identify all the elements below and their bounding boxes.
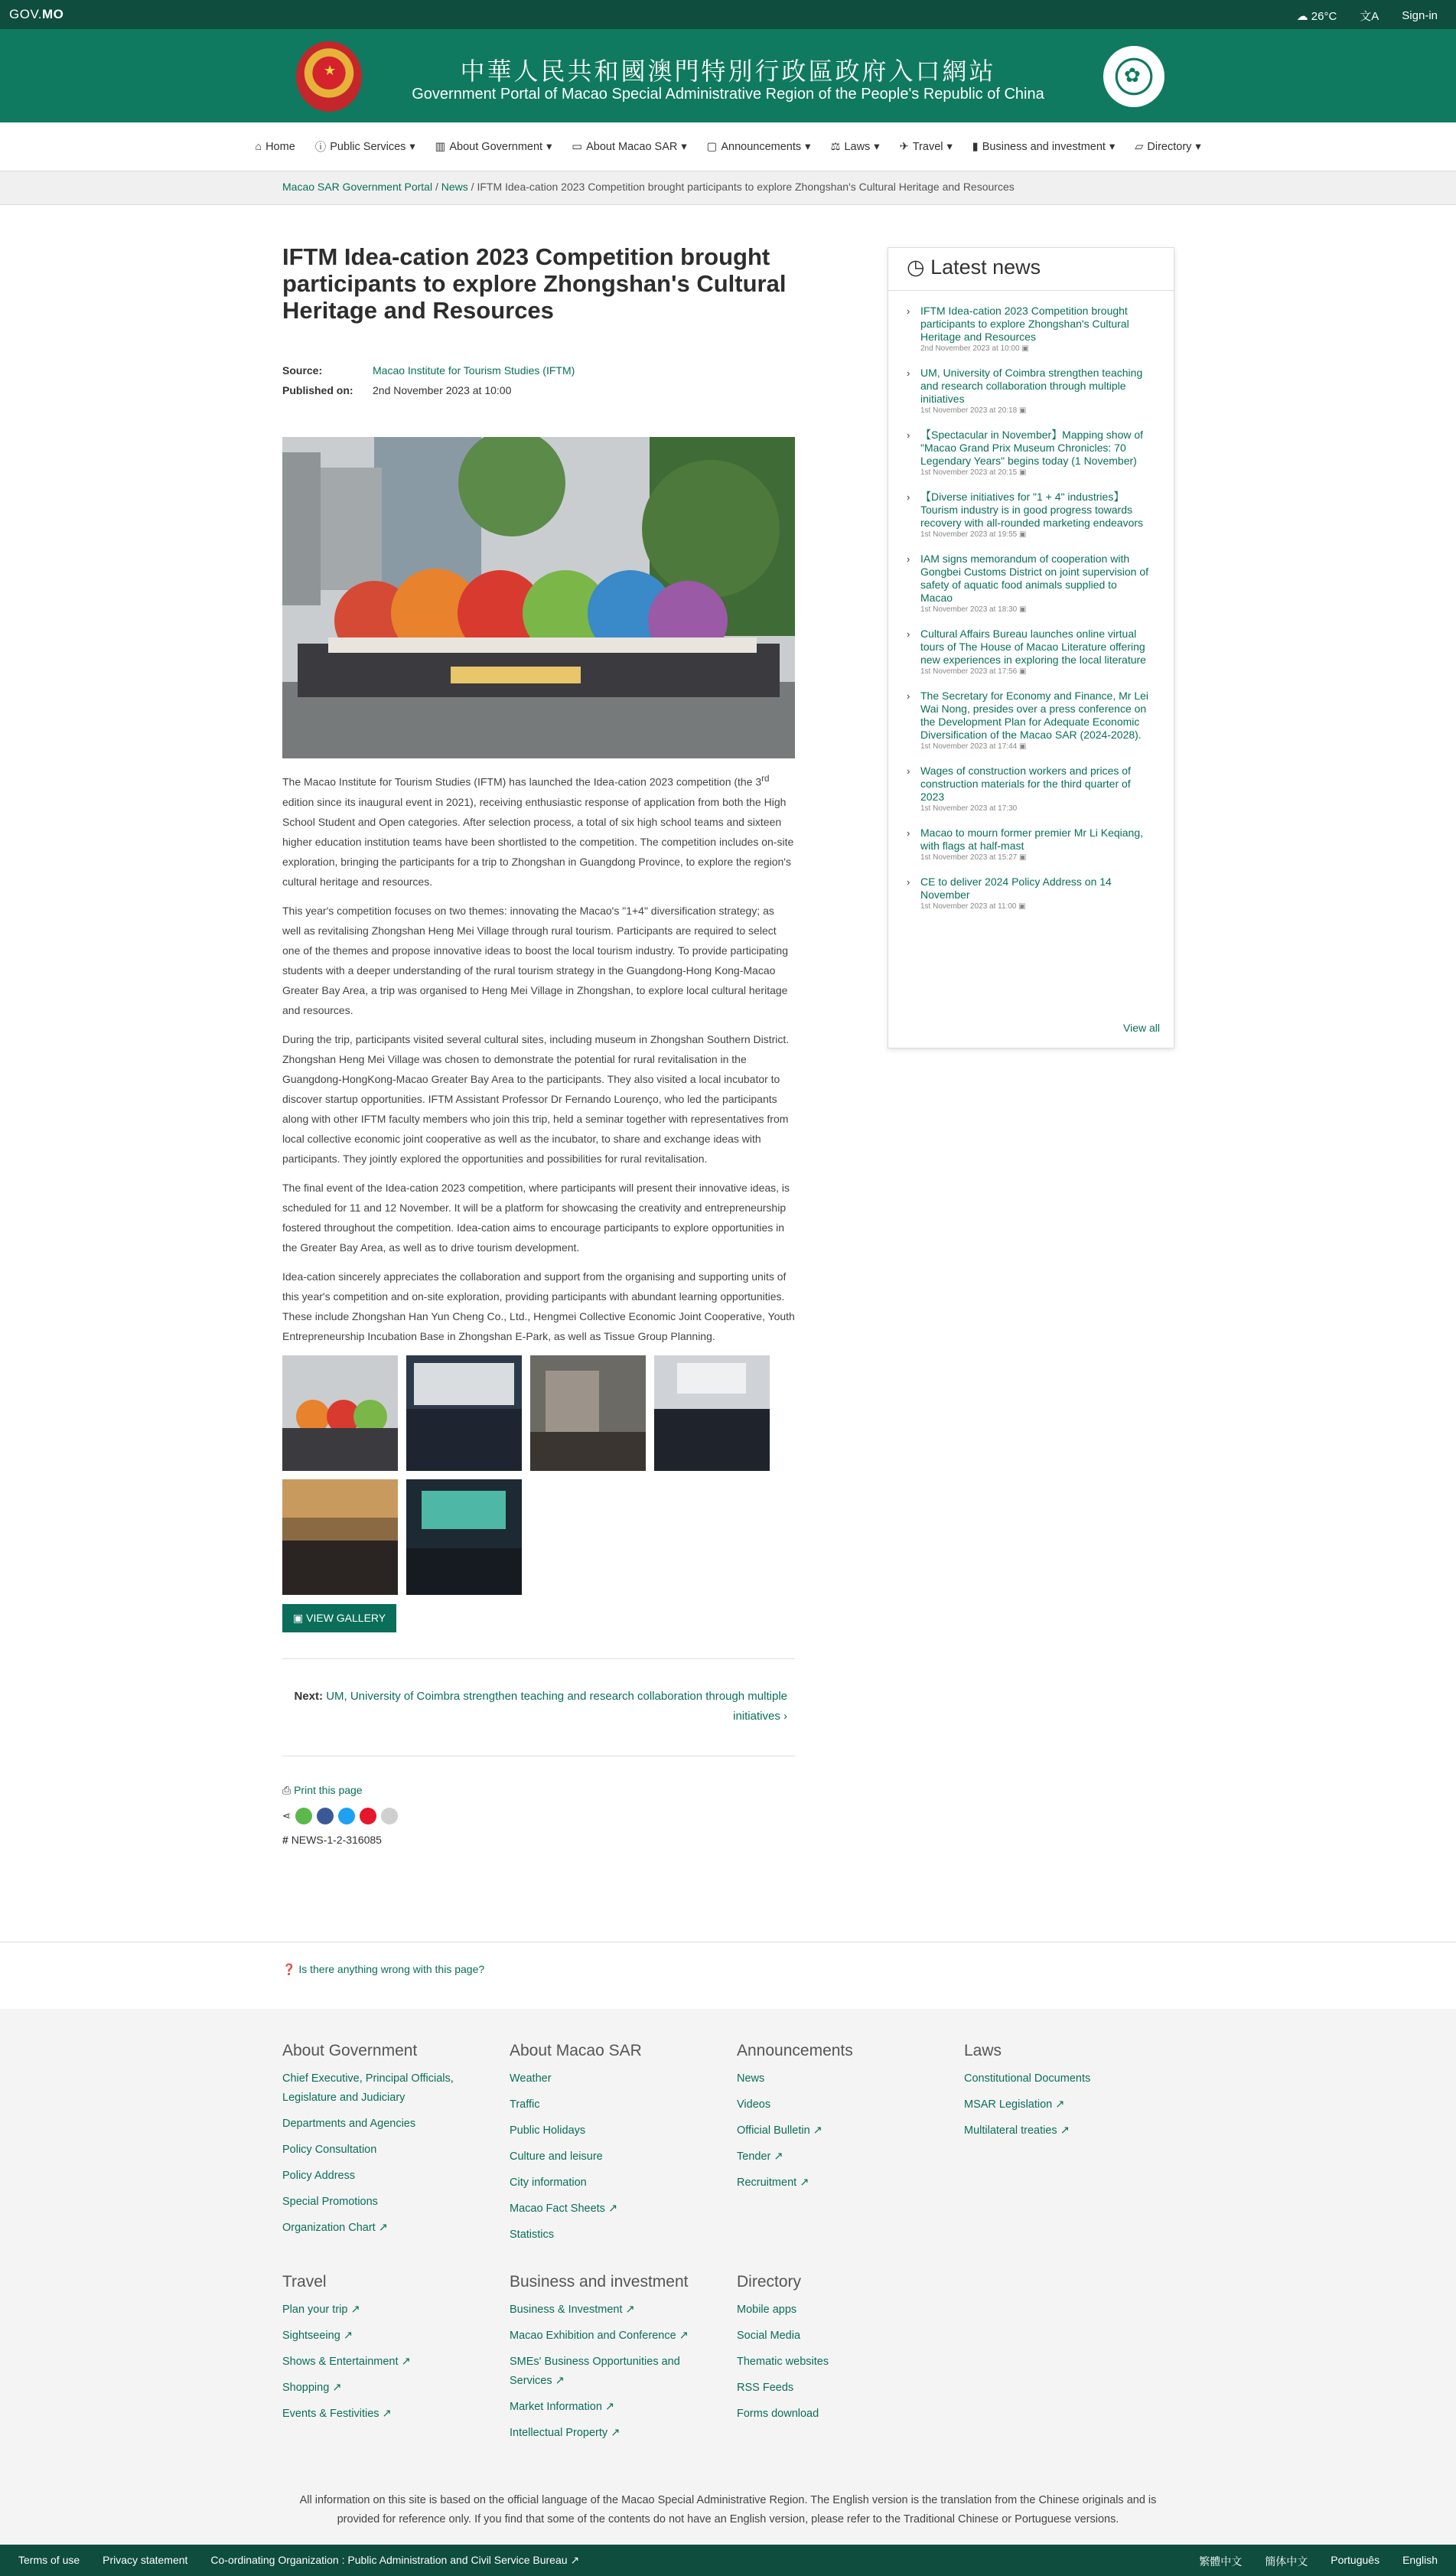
external-link-icon: ↗ xyxy=(625,2304,635,2316)
external-link-icon: ↗ xyxy=(611,2427,621,2439)
caret-down-icon: ▾ xyxy=(946,140,953,153)
footer-link[interactable]: News xyxy=(737,2072,765,2085)
info-icon: ⓘ xyxy=(314,142,327,154)
signin-link[interactable]: Sign-in xyxy=(1402,9,1438,22)
link-icon[interactable] xyxy=(381,1808,398,1824)
image-icon: ▣ xyxy=(1018,667,1027,676)
caret-down-icon: ▾ xyxy=(1195,140,1201,153)
page-code: # NEWS-1-2-316085 xyxy=(282,1833,382,1846)
breadcrumb-home[interactable]: Macao SAR Government Portal xyxy=(282,181,433,193)
coordinating-org-link[interactable]: Co-ordinating Organization : Public Administration and Civil Service Bureau ↗ xyxy=(210,2554,580,2566)
footer-link[interactable]: Sightseeing ↗ xyxy=(282,2330,353,2342)
chevron-right-icon: › xyxy=(783,1709,787,1723)
view-all-link[interactable]: View all xyxy=(1123,1022,1160,1034)
image-icon: ▣ xyxy=(1018,530,1027,539)
external-link-icon: ↗ xyxy=(378,2222,388,2234)
image-icon: ▣ xyxy=(1018,605,1027,614)
chevron-right-icon: › xyxy=(907,491,910,503)
main-nav xyxy=(0,122,1456,171)
footer-link[interactable]: Videos xyxy=(737,2098,771,2111)
nav-about-government[interactable]: ▥ About Government ▾ xyxy=(435,140,552,153)
article-main xyxy=(282,230,795,1846)
facebook-icon[interactable] xyxy=(317,1808,334,1824)
nav-about-macao[interactable]: ▭ About Macao SAR ▾ xyxy=(572,140,687,153)
latest-news-list xyxy=(888,305,1174,911)
list-item[interactable]: › UM, University of Coimbra strengthen teaching and research collaboration through multiple initiatives 1st November 2023 at 20:18 ▣ xyxy=(907,367,1143,415)
footer-link[interactable]: Forms download xyxy=(737,2408,819,2420)
top-bar xyxy=(0,0,1456,29)
published-date: 2nd November 2023 at 10:00 xyxy=(373,384,512,396)
nav-announcements[interactable]: ▢ Announcements ▾ xyxy=(706,140,811,153)
caret-down-icon: ▾ xyxy=(409,140,415,153)
footer-link[interactable]: SMEs' Business Opportunities and Services ↗ xyxy=(510,2356,680,2387)
footer-link[interactable]: Social Media xyxy=(737,2330,801,2342)
national-emblem-icon: ★ xyxy=(296,41,362,112)
page-title: IFTM Idea-cation 2023 Competition brought participants to explore Zhongshan's Cultural Heritage and Resources xyxy=(282,243,787,324)
privacy-link[interactable]: Privacy statement xyxy=(103,2554,188,2566)
external-link-icon: ↗ xyxy=(332,2382,342,2394)
gallery-thumb[interactable] xyxy=(654,1355,770,1471)
external-link-icon: ↗ xyxy=(570,2554,580,2566)
chevron-right-icon: › xyxy=(907,305,910,317)
site-banner xyxy=(0,29,1456,122)
external-link-icon: ↗ xyxy=(774,2150,783,2163)
book-icon: ▭ xyxy=(572,140,583,153)
footer-link[interactable]: Statistics xyxy=(510,2229,555,2241)
article-paragraph: During the trip, participants visited several cultural sites, including museum in Zhongshan Southern District. Zhongshan Heng Mei Village was chosen to demonstrate the potential for rural revitalisation in the Guangdong-HongKong-Macao Greater Bay Area to the participants. They also visited a local incubator to discover startup opportunities. IFTM Assistant Professor Dr Fernando Lourenço, who led the participants along with other IFTM faculty members who join this trip, held a seminar together with representatives from local collective economic joint cooperative as well as the incubator, to share and exchange ideas with participants. They jointly explored the opportunities and possibilities for rural revitalisation. xyxy=(282,1032,790,1165)
footer-link[interactable]: Constitutional Documents xyxy=(964,2072,1091,2085)
article-paragraph: The final event of the Idea-cation 2023 competition, where participants will present their innovative ideas, is scheduled for 11 and 12 November. It will be a platform for showcasing the creativity and entrepreneurship fostered throughout the competition. Idea-cation aims to encourage participants to explore opportunities in the Greater Bay Area, as well as to drive tourism development. xyxy=(282,1181,790,1254)
comment-icon: ▢ xyxy=(706,140,718,153)
footer-link[interactable]: Shopping ↗ xyxy=(282,2382,342,2394)
external-link-icon: ↗ xyxy=(679,2330,689,2342)
footer-link[interactable]: RSS Feeds xyxy=(737,2382,794,2394)
nav-directory[interactable]: ▱ Directory ▾ xyxy=(1135,140,1201,153)
list-item[interactable]: › 【Spectacular in November】Mapping show of "Macao Grand Prix Museum Chronicles: 70 Legendary Years" begins today (1 November) 1st November 2023 at 20:15 ▣ xyxy=(907,429,1144,477)
gallery-thumb[interactable] xyxy=(530,1355,646,1471)
footer-link[interactable]: Organization Chart ↗ xyxy=(282,2222,388,2234)
gallery-thumb[interactable] xyxy=(282,1479,398,1595)
bottom-bar xyxy=(0,2545,1456,2576)
gallery-thumb[interactable] xyxy=(282,1355,398,1471)
footer-link[interactable]: Shows & Entertainment ↗ xyxy=(282,2356,411,2368)
source-link[interactable]: Macao Institute for Tourism Studies (IFTM) xyxy=(373,364,575,377)
footer-link[interactable]: Multilateral treaties ↗ xyxy=(964,2124,1070,2137)
breadcrumb-current: IFTM Idea-cation 2023 Competition brought participants to explore Zhongshan's Cultural Heritage and Resources xyxy=(477,181,1015,193)
external-link-icon: ↗ xyxy=(401,2356,411,2368)
footer-link[interactable]: Culture and leisure xyxy=(510,2150,603,2163)
footer-link[interactable]: Chief Executive, Principal Officials, Legislature and Judiciary xyxy=(282,2072,454,2104)
caret-down-icon: ▾ xyxy=(805,140,811,153)
footer-col-about-government: About Government Chief Executive, Principal Officials, Legislature and Judiciary Departments and Agencies Policy Consultation Policy Address Special Promotions Organization Chart ↗ xyxy=(282,2042,481,2245)
source-label: Source: xyxy=(282,364,323,377)
article-paragraph: Idea-cation sincerely appreciates the collaboration and support from the organising and supporting units of this year's competition and on-site exploration, providing participants with abundant learning opportunities. These include Zhongshan Han Yun Cheng Co., Ltd., Hengmei Collective Economic Joint Cooperative, Youth Entrepreneurship Incubation Base in Zhongshan E-Park, as well as Tissue Group Planning. xyxy=(282,1270,795,1342)
next-article xyxy=(282,1687,795,1727)
list-item[interactable]: › The Secretary for Economy and Finance, Mr Lei Wai Nong, presides over a press conference on the Development Plan for Adequate Economic Diversification of the Macao SAR (2024-2028). 1st November 2023 at 17:44 ▣ xyxy=(907,690,1149,751)
briefcase-icon: ▮ xyxy=(972,140,979,153)
caret-down-icon: ▾ xyxy=(546,140,552,153)
image-icon: ▣ xyxy=(1021,344,1029,353)
clock-icon: ◷ xyxy=(907,256,925,279)
nav-public-services[interactable]: ⓘ Public Services ▾ xyxy=(315,139,415,155)
footer-link[interactable]: Public Holidays xyxy=(510,2124,586,2137)
list-item[interactable]: › CE to deliver 2024 Policy Address on 14 November 1st November 2023 at 11:00 ▣ xyxy=(907,876,1112,911)
footer-link[interactable]: Mobile apps xyxy=(737,2304,797,2316)
share-icon: ⋖ xyxy=(282,1809,291,1821)
nav-home[interactable]: ⌂ Home xyxy=(255,140,295,153)
lang-pt[interactable]: Português xyxy=(1331,2554,1380,2566)
share-bar xyxy=(282,1808,795,1824)
footer-link[interactable]: Weather xyxy=(510,2072,552,2085)
image-icon: ▣ xyxy=(1018,468,1027,477)
list-item[interactable]: › IFTM Idea-cation 2023 Competition brought participants to explore Zhongshan's Cultural Heritage and Resources 2nd November 2023 at 10:00 ▣ xyxy=(907,305,1129,353)
footer-col-directory: Directory Mobile apps Social Media Thematic websites RSS Feeds Forms download xyxy=(737,2273,936,2431)
external-link-icon: ↗ xyxy=(800,2177,809,2189)
group-photo-image xyxy=(282,437,795,758)
list-item[interactable]: › Wages of construction workers and prices of construction materials for the third quarter of 2023 1st November 2023 at 17:30 xyxy=(907,765,1131,813)
article-meta xyxy=(282,360,795,400)
lang-en[interactable]: English xyxy=(1402,2554,1438,2566)
chevron-right-icon: › xyxy=(907,553,910,565)
list-item[interactable]: › Macao to mourn former premier Mr Li Keqiang, with flags at half-mast 1st November 2023 at 15:27 ▣ xyxy=(907,827,1143,862)
image-icon: ▣ xyxy=(1018,853,1027,862)
breadcrumb-news[interactable]: News xyxy=(441,181,468,193)
footer-link[interactable]: Market Information ↗ xyxy=(510,2401,615,2413)
footer-link[interactable]: Intellectual Property ↗ xyxy=(510,2427,621,2439)
external-link-icon: ↗ xyxy=(1060,2124,1070,2137)
feedback-link[interactable]: Is there anything wrong with this page? xyxy=(298,1963,485,1975)
footer-link[interactable]: Departments and Agencies xyxy=(282,2118,416,2130)
footer-col-business: Business and investment Business & Investment ↗ Macao Exhibition and Conference ↗ SMEs' Business Opportunities and Services ↗ Market Information ↗ Intellectual Property ↗ xyxy=(510,2273,708,2450)
gov-mo-logo[interactable]: GOV.MO xyxy=(9,7,64,21)
breadcrumb: Macao SAR Government Portal / News / IFTM Idea-cation 2023 Competition brought participants to explore Zhongshan's Cultural Heritage and Resources xyxy=(0,171,1456,205)
gallery-thumb[interactable] xyxy=(406,1479,522,1595)
image-icon: ▣ xyxy=(1018,406,1027,415)
external-link-icon: ↗ xyxy=(350,2304,360,2316)
footer-link[interactable]: Traffic xyxy=(510,2098,540,2111)
chevron-right-icon: › xyxy=(907,765,910,777)
external-link-icon: ↗ xyxy=(382,2408,392,2420)
question-icon: ❓ xyxy=(282,1963,296,1975)
language-disclaimer: All information on this site is based on the official language of the Macao Special Administrative Region. The English version is the translation from the Chinese originals and is provided for reference only. If you find that some of the contents do not have an English version, please refer to the Traditional Chinese or Portuguese versions. xyxy=(299,2494,1157,2525)
external-link-icon: ↗ xyxy=(1055,2098,1065,2111)
wechat-icon[interactable] xyxy=(295,1808,312,1824)
terms-link[interactable]: Terms of use xyxy=(18,2554,80,2566)
image-icon: ▣ xyxy=(1018,902,1026,911)
footer-col-announcements: Announcements News Videos Official Bulletin ↗ Tender ↗ Recruitment ↗ xyxy=(737,2042,936,2199)
twitter-icon[interactable] xyxy=(338,1808,355,1824)
footer-link[interactable]: Official Bulletin ↗ xyxy=(737,2124,822,2137)
footer-col-about-macao: About Macao SAR Weather Traffic Public Holidays Culture and leisure City information Macao Fact Sheets ↗ Statistics xyxy=(510,2042,708,2252)
latest-news-title: Latest news xyxy=(930,256,1041,279)
article-paragraph: This year's competition focuses on two themes: innovating the Macao's "1+4" diversification strategy; as well as revitalising Zhongshan Heng Mei Village through rural tourism. Participants are required to select one of the themes and propose innovative ideas to boost the local tourism industry. To provide participating students with a deeper understanding of the rural tourism strategy in the Guangdong-Hong Kong-Macao Greater Bay Area, a trip was organised to Heng Mei Village in Zhongshan, to explore local cultural heritage and resources. xyxy=(282,904,788,1016)
list-item[interactable]: › IAM signs memorandum of cooperation with Gongbei Customs District on joint supervision of safety of aquatic food animals supplied to Macao 1st November 2023 at 18:30 ▣ xyxy=(907,553,1149,614)
footer-link[interactable]: Special Promotions xyxy=(282,2196,378,2208)
view-gallery-button[interactable]: ▣ VIEW GALLERY xyxy=(282,1604,396,1632)
image-icon: ▣ xyxy=(1018,742,1027,751)
chevron-right-icon: › xyxy=(907,367,910,379)
footer-link[interactable]: Policy Consultation xyxy=(282,2144,377,2156)
footer-link[interactable]: City information xyxy=(510,2177,587,2189)
chevron-right-icon: › xyxy=(907,690,910,702)
photo-gallery xyxy=(282,1355,795,1595)
translate-icon[interactable]: 文A xyxy=(1360,10,1379,23)
building-icon: ▥ xyxy=(435,140,446,153)
lang-zh-hans[interactable]: 簡体中文 xyxy=(1265,2555,1308,2568)
hero-photo[interactable] xyxy=(282,437,795,758)
article-body xyxy=(282,769,795,1346)
nav-travel[interactable]: ✈ Travel ▾ xyxy=(899,140,953,153)
footer-link[interactable]: Macao Fact Sheets ↗ xyxy=(510,2203,618,2215)
print-link[interactable]: Print this page xyxy=(294,1783,363,1796)
lang-zh-hant[interactable]: 繁體中文 xyxy=(1199,2555,1243,2568)
cloud-icon: ☁ xyxy=(1296,9,1308,23)
external-link-icon: ↗ xyxy=(604,2401,615,2413)
external-link-icon: ↗ xyxy=(813,2124,822,2137)
weather-indicator[interactable]: ☁ 26°C xyxy=(1296,9,1337,23)
portal-title-en: Government Portal of Macao Special Administrative Region of the People's Republic of China xyxy=(412,86,1044,103)
hash-icon: # xyxy=(282,1833,288,1846)
footer-col-travel: Travel Plan your trip ↗ Sightseeing ↗ Shows & Entertainment ↗ Shopping ↗ Events & Festivities ↗ xyxy=(282,2273,481,2431)
folder-icon: ▱ xyxy=(1135,140,1144,153)
published-label: Published on: xyxy=(282,384,353,396)
footer-link[interactable]: Recruitment ↗ xyxy=(737,2177,809,2189)
macao-emblem-icon: ✿ xyxy=(1103,46,1164,107)
list-item[interactable]: › 【Diverse initiatives for "1 + 4" industries】Tourism industry is in good progress towards recovery with all-rounded marketing endeavors 1st November 2023 at 19:55 ▣ xyxy=(907,491,1144,539)
gallery-thumb[interactable] xyxy=(406,1355,522,1471)
nav-business[interactable]: ▮ Business and investment ▾ xyxy=(972,140,1116,153)
plane-icon: ✈ xyxy=(899,140,909,153)
footer-link[interactable]: MSAR Legislation ↗ xyxy=(964,2098,1065,2111)
chevron-right-icon: › xyxy=(907,827,910,839)
nav-laws[interactable]: ⚖ Laws ▾ xyxy=(830,140,880,153)
home-icon: ⌂ xyxy=(255,140,262,153)
footer-link[interactable]: Macao Exhibition and Conference ↗ xyxy=(510,2330,689,2342)
divider xyxy=(282,1658,795,1659)
article-paragraph: The Macao Institute for Tourism Studies (IFTM) has launched the Idea-cation 2023 competition (the 3rd edition since its inaugural event in 2021), receiving enthusiastic response of application from both the High School Student and Open categories. After selection process, a total of six high school teams and sixteen higher education institution teams have been shortlisted to the competition. The competition includes on-site exploration, bringing the participants for a trip to Zhongshan in Guangdong Province, to explore the region's cultural heritage and resources. xyxy=(282,774,794,888)
external-link-icon: ↗ xyxy=(607,2203,618,2215)
footer-link[interactable]: Events & Festivities ↗ xyxy=(282,2408,392,2420)
next-label: Next: xyxy=(294,1689,324,1703)
chevron-right-icon: › xyxy=(907,876,910,888)
caret-down-icon: ▾ xyxy=(681,140,687,153)
footer-link[interactable]: Tender ↗ xyxy=(737,2150,783,2163)
footer-link[interactable]: Policy Address xyxy=(282,2170,356,2182)
external-link-icon: ↗ xyxy=(343,2330,353,2342)
footer-link[interactable]: Business & Investment ↗ xyxy=(510,2304,635,2316)
image-icon: ▣ xyxy=(293,1611,304,1624)
portal-title-zh: 中華人民共和國澳門特別行政區政府入口網站 xyxy=(460,57,996,85)
external-link-icon: ↗ xyxy=(555,2375,565,2387)
footer-col-laws: Laws Constitutional Documents MSAR Legislation ↗ Multilateral treaties ↗ xyxy=(964,2042,1163,2147)
caret-down-icon: ▾ xyxy=(874,140,880,153)
weibo-icon[interactable] xyxy=(360,1808,376,1824)
chevron-right-icon: › xyxy=(907,429,910,441)
footer-link[interactable]: Thematic websites xyxy=(737,2356,829,2368)
footer-link[interactable]: Plan your trip ↗ xyxy=(282,2304,360,2316)
print-icon: ⎙ xyxy=(282,1783,292,1796)
balance-icon: ⚖ xyxy=(830,140,841,153)
page-tools xyxy=(282,1784,795,1846)
latest-news-panel xyxy=(888,247,1174,1048)
chevron-right-icon: › xyxy=(907,628,910,640)
feedback-row xyxy=(282,1963,484,1976)
next-article-link[interactable]: UM, University of Coimbra strengthen teaching and research collaboration through multiple initiatives › xyxy=(326,1689,787,1723)
caret-down-icon: ▾ xyxy=(1109,140,1116,153)
list-item[interactable]: › Cultural Affairs Bureau launches online virtual tours of The House of Macao Literature offering new experiences in exploring the local literature 1st November 2023 at 17:56 ▣ xyxy=(907,628,1146,676)
